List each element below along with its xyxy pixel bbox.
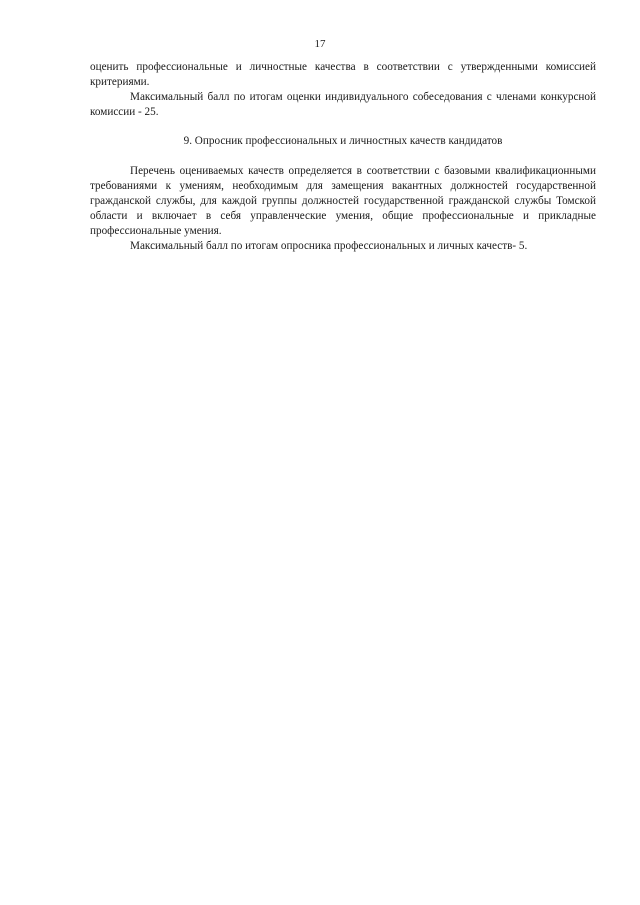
section-heading: 9. Опросник профессиональных и личностных качеств кандидатов: [183, 135, 503, 147]
paragraph-interview-max-score: Максимальный балл по итогам оценки индивидуального собеседования с членами конкурсной комиссии - 25.: [90, 91, 596, 118]
paragraph-criteria: оценить профессиональные и личностные качества в соответствии с утвержденными комиссией критериями.: [90, 61, 596, 88]
paragraph-qualities-list: Перечень оцениваемых качеств определяется в соответствии с базовыми квалификационными требованиями к умениям, необходимым для замещения вакантных должностей государственной гражданской службы, для каждой группы должностей государственной гражданской службы Томской области и включает в себя управленческие умения, общие профессиональные и прикладные профессиональные умения.: [90, 165, 596, 237]
paragraph-questionnaire-max-score: Максимальный балл по итогам опросника профессиональных и личных качеств- 5.: [130, 240, 528, 252]
page-number: 17: [314, 38, 326, 50]
document-body: [90, 60, 596, 254]
